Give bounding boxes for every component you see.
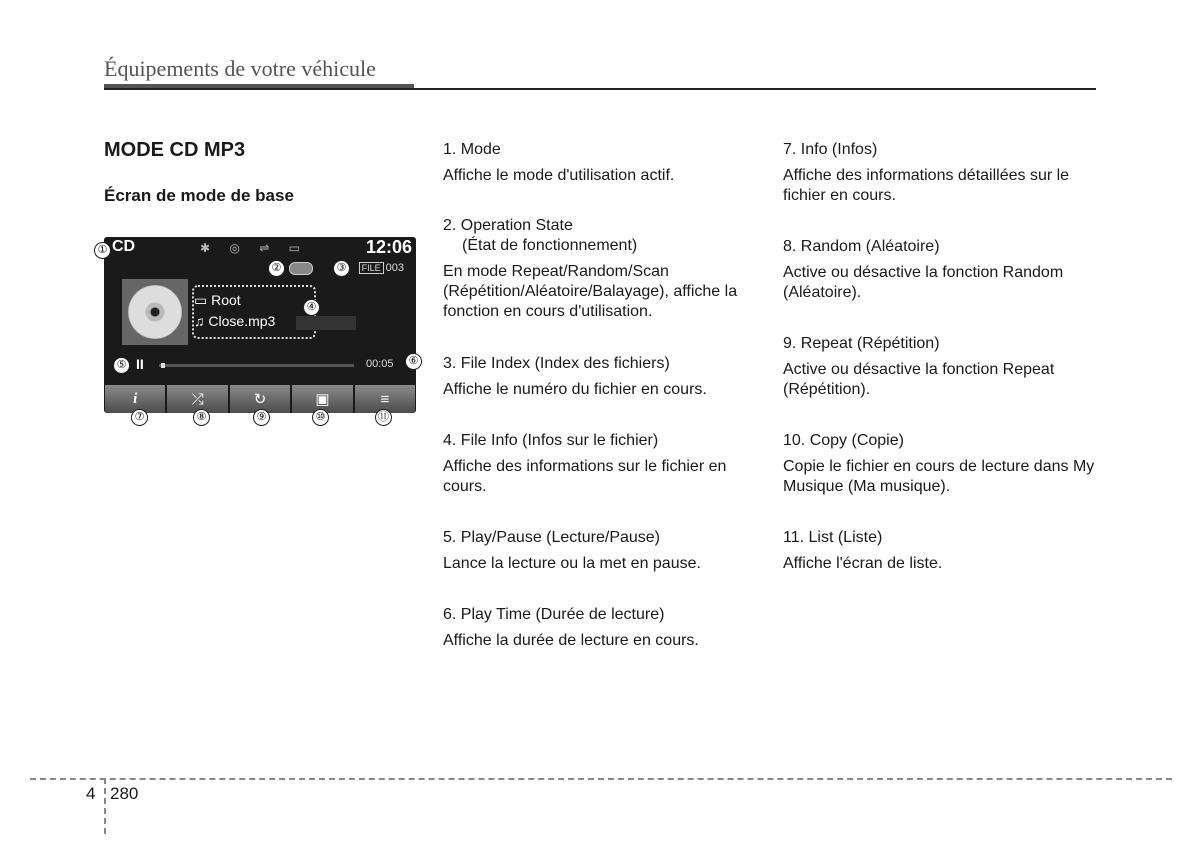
item-title: 7. Info (Infos) [783,141,878,158]
item-random [783,237,1103,303]
chapter-number: 4 [86,784,96,803]
item-title: 1. Mode [443,141,501,158]
callout-1: ① [94,242,111,259]
item-desc: Active ou désactive la fonction Random (Aléatoire). [783,264,1064,301]
item-title: 2. Operation State [443,217,573,234]
song-name: Close.mp3 [208,313,276,329]
item-operation-state [443,216,763,322]
status-icons: ✱ ◎ ⇌ ▭ [200,241,308,255]
item-title: 9. Repeat (Répétition) [783,335,940,352]
callout-8: ⑧ [193,409,210,426]
folder-row [194,292,241,309]
item-title: 5. Play/Pause (Lecture/Pause) [443,529,661,546]
item-repeat [783,334,1103,400]
item-play-time [443,605,763,651]
folder-name: Root [211,292,241,308]
item-desc: Lance la lecture ou la met en pause. [443,555,701,572]
song-highlight [296,316,356,330]
header-rule [104,88,1096,90]
callout-4: ④ [303,299,320,316]
item-desc: Affiche le mode d'utilisation actif. [443,167,675,184]
header-title: Équipements de votre véhicule [104,56,376,81]
item-desc: En mode Repeat/Random/Scan (Répétition/Aléatoire/Balayage), affiche la fonction en cours d'utilisation. [443,263,738,320]
item-title: 11. List (Liste) [783,529,883,546]
item-title: 8. Random (Aléatoire) [783,238,940,255]
page-number: 280 [110,784,139,803]
callout-9: ⑨ [253,409,270,426]
item-desc: Affiche des informations détaillées sur le fichier en cours. [783,167,1070,204]
screen-mode: CD [112,238,136,255]
progress-marker [161,363,165,368]
footer-divider [104,778,106,834]
file-number: 003 [385,262,404,274]
item-desc: Active ou désactive la fonction Repeat (Répétition). [783,361,1055,398]
item-info [783,140,1103,206]
callout-6: ⑥ [405,353,422,370]
screen-clock: 12:06 [365,237,412,257]
item-title: 3. File Index (Index des fichiers) [443,355,670,372]
callout-10: ⑩ [312,409,329,426]
item-title: 6. Play Time (Durée de lecture) [443,606,665,623]
album-art [122,279,188,345]
operation-state-icon [289,262,313,275]
section-title: MODE CD MP3 [104,139,246,161]
music-note-icon: ♫ [194,313,205,329]
callout-2: ② [268,260,285,277]
copy-icon: ▣ [292,385,352,413]
callout-3: ③ [333,260,350,277]
item-play-pause [443,528,763,574]
item-copy [783,431,1103,497]
item-title: 4. File Info (Infos sur le fichier) [443,432,659,449]
list-icon: ≡ [355,385,415,413]
item-title: 10. Copy (Copie) [783,432,904,449]
repeat-icon: ↻ [230,385,290,413]
item-desc: Copie le fichier en cours de lecture dans My Musique (Ma musique). [783,458,1095,495]
file-label: FILE [359,262,384,274]
item-desc: Affiche la durée de lecture en cours. [443,632,699,649]
pause-icon: II [136,356,144,372]
item-list [783,528,1103,574]
folder-icon: ▭ [194,292,208,308]
callout-5: ⑤ [113,357,130,374]
cd-mp3-screen [104,237,416,413]
info-icon: i [105,385,165,413]
sub-title: Écran de mode de base [104,186,294,205]
item-desc: Affiche des informations sur le fichier en cours. [443,458,727,495]
item-desc: Affiche le numéro du fichier en cours. [443,381,707,398]
play-time: 00:05 [366,358,394,370]
footer-rule [30,778,1172,780]
progress-track [159,364,354,367]
disc-icon [128,285,182,339]
song-row [194,313,275,329]
item-title-sub: (État de fonctionnement) [462,237,638,254]
item-file-info [443,431,763,497]
random-icon: ⤮ [167,385,227,413]
callout-11: ⑪ [375,409,392,426]
item-file-index [443,354,763,400]
file-index [359,262,404,274]
callout-7: ⑦ [131,409,148,426]
item-desc: Affiche l'écran de liste. [783,555,943,572]
item-mode [443,140,674,186]
